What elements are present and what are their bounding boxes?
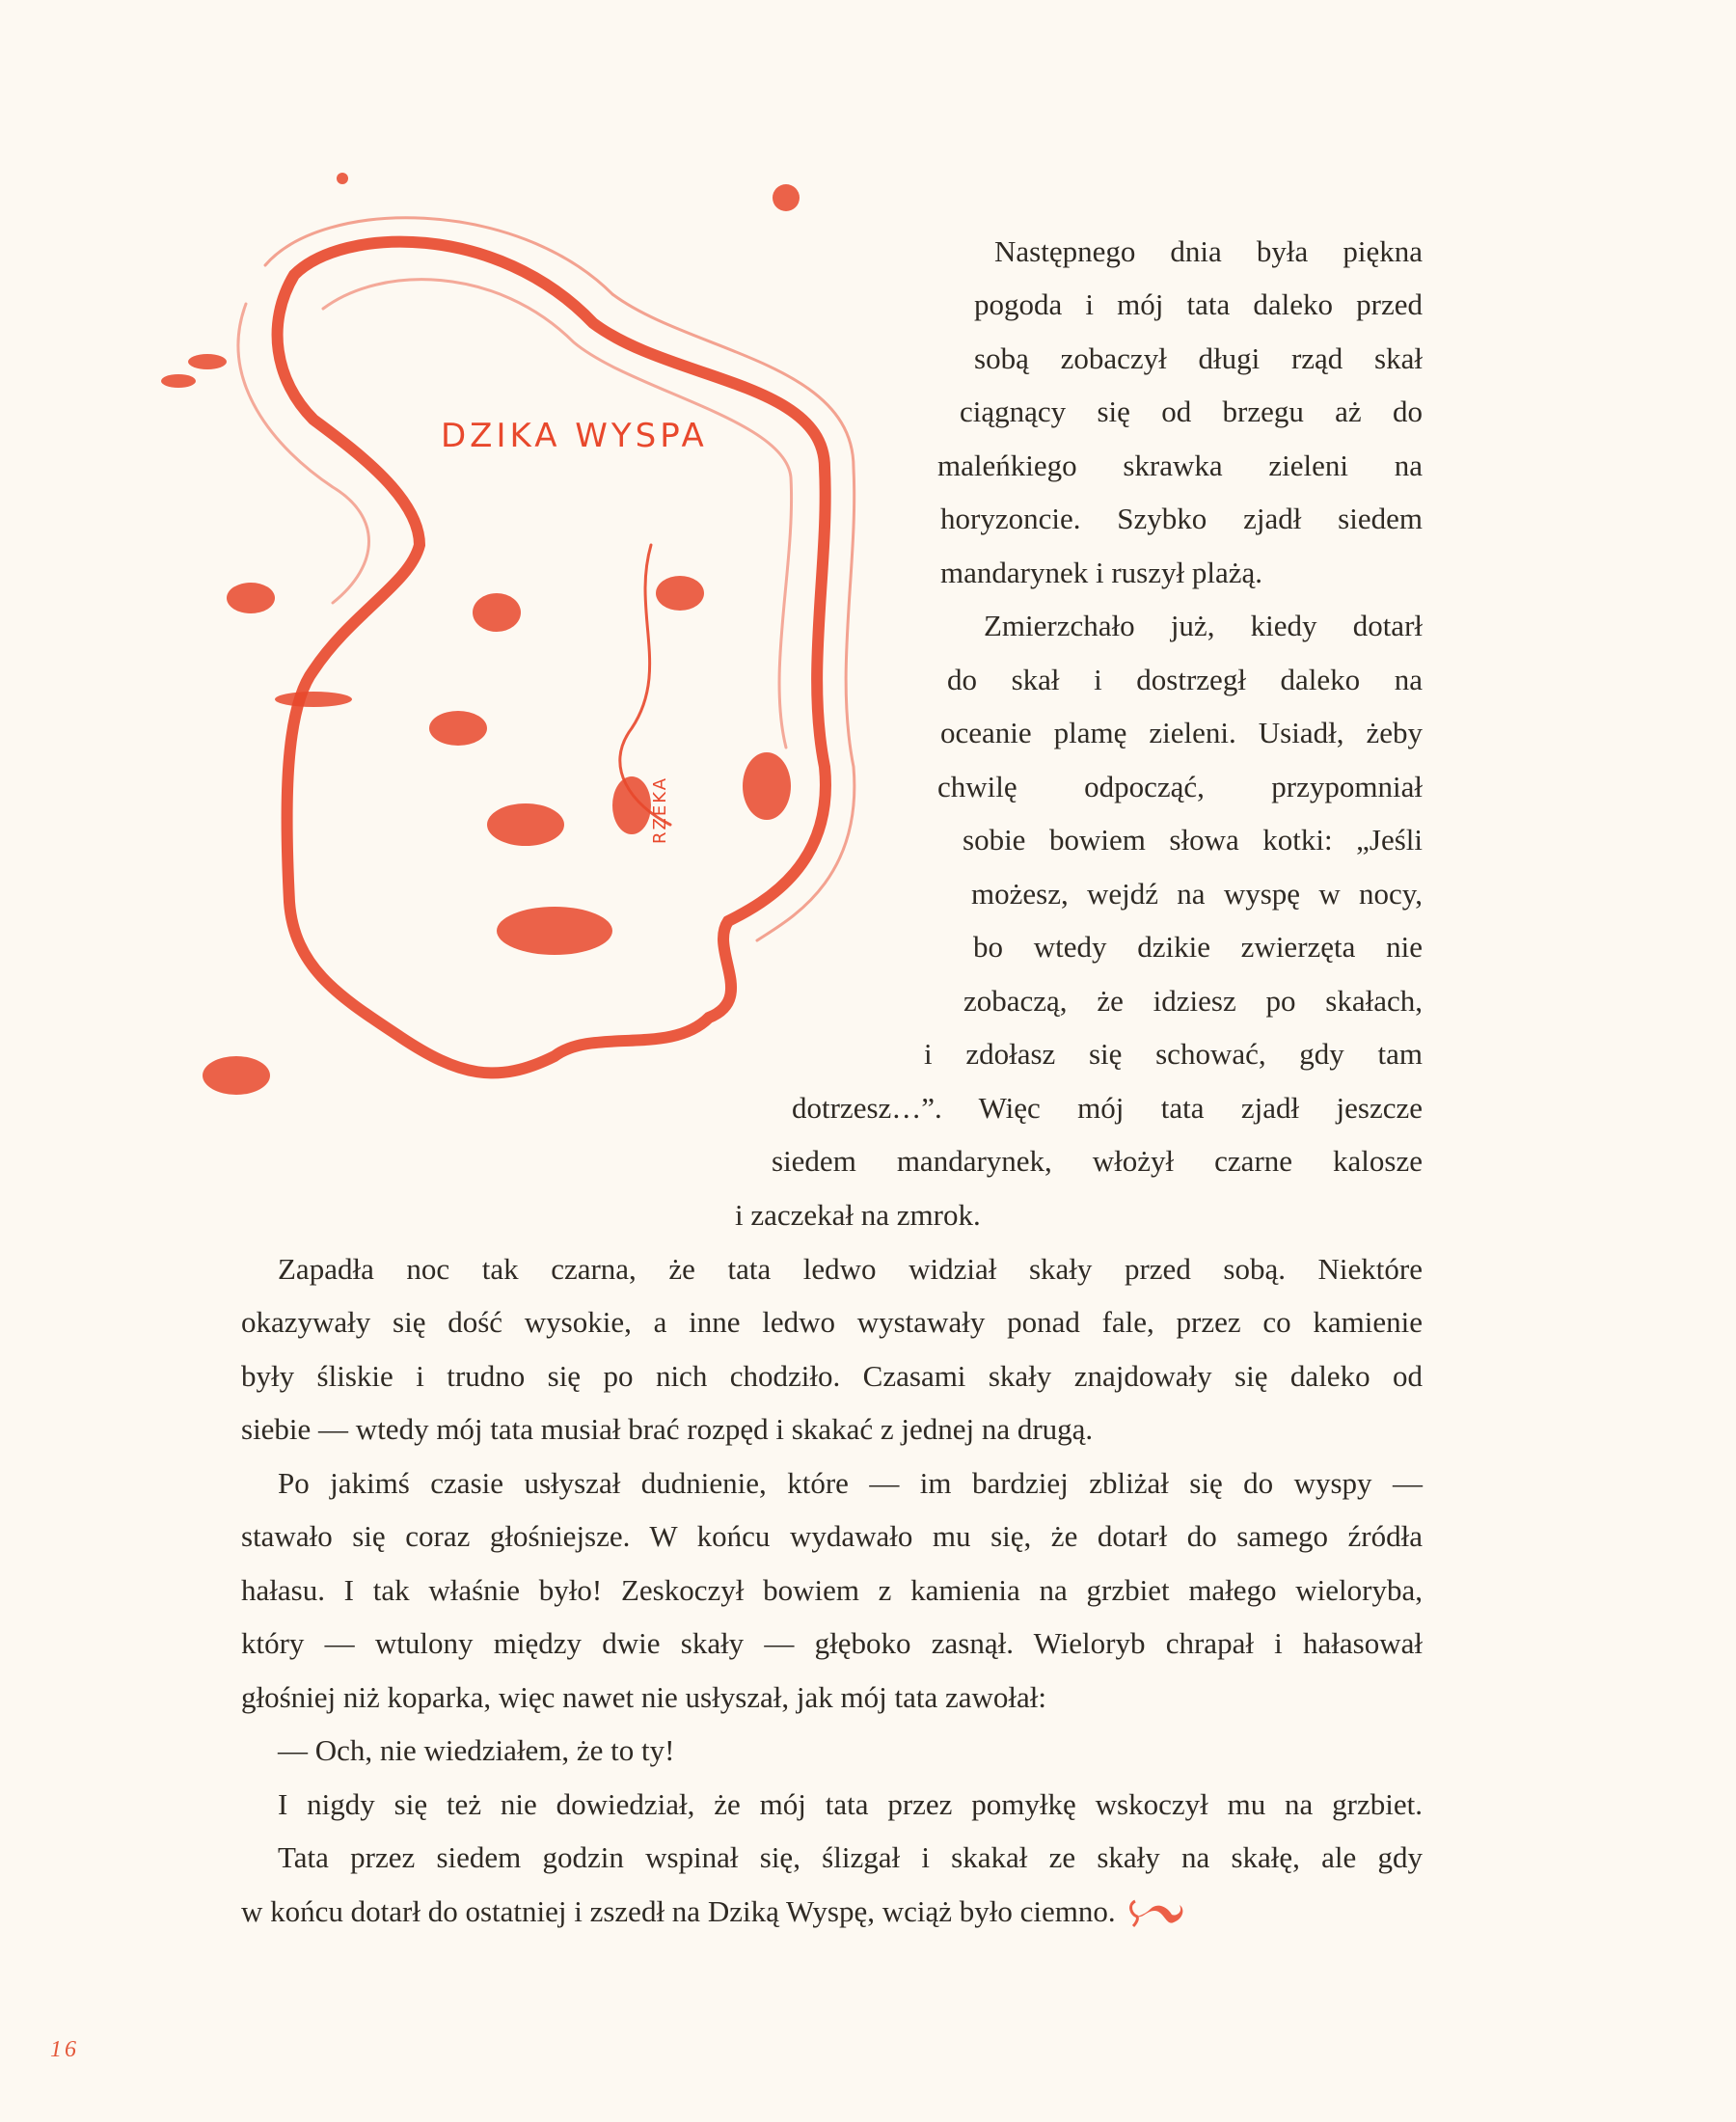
text-line: dotrzesz…”. Więc mój tata zjadł jeszcze	[792, 1091, 1423, 1125]
text-line: okazywały się dość wysokie, a inne ledwo wystawały ponad fale, przez co kamienie	[241, 1305, 1423, 1339]
map-title: DZIKA WYSPA	[441, 417, 708, 455]
text-line: maleńkiego skrawka zieleni na	[937, 449, 1423, 482]
text-line: zobaczą, że idziesz po skałach,	[963, 984, 1423, 1018]
river-label: RZEKA	[650, 775, 670, 844]
text-line: stawało się coraz głośniejsze. W końcu wydawało mu się, że dotarł do samego źródła	[241, 1519, 1423, 1553]
whale-ornament-icon	[1127, 1897, 1187, 1932]
text-line: I nigdy się też nie dowiedział, że mój tata przez pomyłkę wskoczył mu na grzbiet.	[278, 1787, 1423, 1821]
text-line: horyzoncie. Szybko zjadł siedem	[940, 502, 1423, 535]
text-line: który — wtulony między dwie skały — głęboko zasnął. Wieloryb chrapał i hałasował	[241, 1626, 1423, 1660]
text-line: były śliskie i trudno się po nich chodziło. Czasami skały znajdowały się daleko od	[241, 1359, 1423, 1393]
text-line: głośniej niż koparka, więc nawet nie usłyszał, jak mój tata zawołał:	[241, 1680, 1047, 1714]
text-line: Tata przez siedem godzin wspinał się, ślizgał i skakał ze skały na skałę, ale gdy	[278, 1840, 1423, 1874]
page-number: 16	[50, 2037, 79, 2062]
text-line: oceanie plamę zieleni. Usiadł, żeby	[940, 716, 1423, 749]
text-line: chwilę odpocząć, przypomniał	[937, 770, 1423, 803]
text-line: sobą zobaczył długi rząd skał	[974, 341, 1423, 375]
text-line: Po jakimś czasie usłyszał dudnienie, które — im bardziej zbliżał się do wyspy —	[278, 1466, 1423, 1500]
text-line: do skał i dostrzegł daleko na	[947, 663, 1423, 696]
text-line: Zmierzchało już, kiedy dotarł	[984, 609, 1423, 642]
text-line: hałasu. I tak właśnie było! Zeskoczył bowiem z kamienia na grzbiet małego wieloryba,	[241, 1573, 1423, 1607]
text-line: — Och, nie wiedziałem, że to ty!	[278, 1733, 675, 1767]
text-line: ciągnący się od brzegu aż do	[960, 394, 1423, 428]
text-line: i zaczekał na zmrok.	[735, 1198, 981, 1232]
text-line: mandarynek i ruszył plażą.	[940, 556, 1262, 589]
text-line: siedem mandarynek, włożył czarne kalosze	[772, 1144, 1423, 1178]
text-line: siebie — wtedy mój tata musiał brać rozpęd i skakać z jednej na drugą.	[241, 1412, 1094, 1446]
coast-ripple-inner	[323, 280, 792, 748]
text-line: Następnego dnia była piękna	[994, 234, 1423, 268]
text-line: i zdołasz się schować, gdy tam	[924, 1037, 1423, 1071]
text-line: możesz, wejdź na wyspę w nocy,	[971, 877, 1423, 911]
final-text-line	[241, 1892, 1423, 1932]
text-line: w końcu dotarł do ostatniej i zszedł na Dziką Wyspę, wciąż było ciemno.	[241, 1894, 1116, 1928]
text-line: Zapadła noc tak czarna, że tata ledwo widział skały przed sobą. Niektóre	[278, 1252, 1423, 1286]
text-line: pogoda i mój tata daleko przed	[974, 287, 1423, 321]
island-map-illustration	[92, 130, 902, 1133]
text-line: bo wtedy dzikie zwierzęta nie	[973, 930, 1423, 964]
text-line: sobie bowiem słowa kotki: „Jeśli	[963, 823, 1423, 857]
